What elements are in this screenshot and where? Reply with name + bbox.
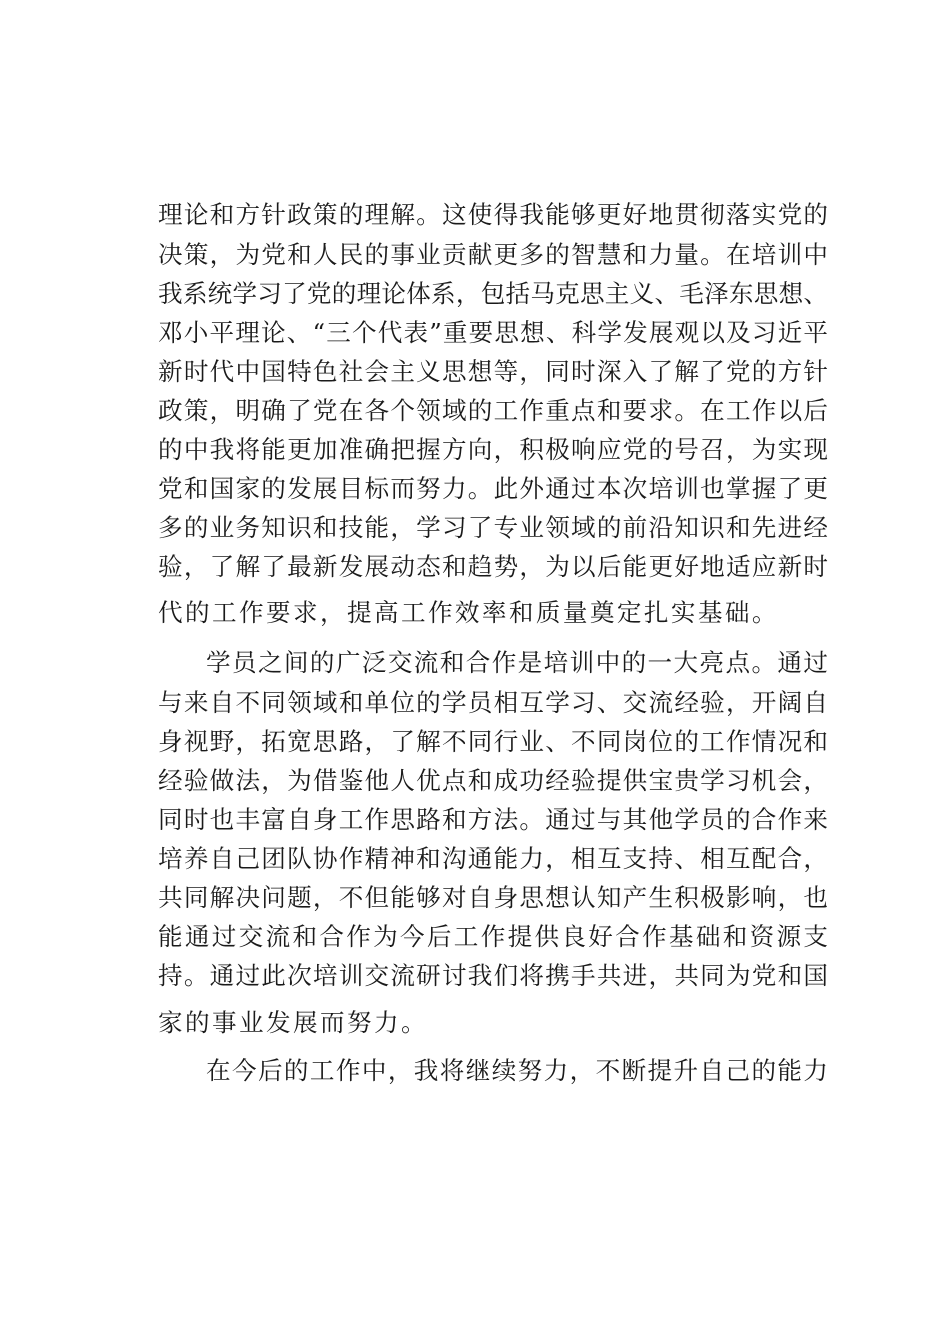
paragraph-1-line-7: 的中我将能更加准确把握方向，积极响应党的号召，为实现: [158, 435, 828, 464]
paragraph-1-line-2: 决策，为党和人民的事业贡献更多的智慧和力量。在培训中: [158, 240, 828, 269]
paragraph-1-line-3: 我系统学习了党的理论体系，包括马克思主义、毛泽东思想、: [158, 279, 828, 308]
paragraph-2-line-10: 家的事业发展而努力。: [158, 1008, 428, 1037]
paragraph-1-line-8: 党和国家的发展目标而努力。此外通过本次培训也掌握了更: [158, 474, 828, 503]
paragraph-2-line-8: 能通过交流和合作为今后工作提供良好合作基础和资源支: [158, 922, 828, 951]
paragraph-2-line-2: 与来自不同领域和单位的学员相互学习、交流经验，开阔自: [158, 688, 828, 717]
paragraph-1-line-1: 理论和方针政策的理解。这使得我能够更好地贯彻落实党的: [158, 200, 828, 229]
paragraph-2-line-9: 持。通过此次培训交流研讨我们将携手共进，共同为党和国: [158, 961, 828, 990]
paragraph-2-line-1: 学员之间的广泛交流和合作是培训中的一大亮点。通过: [206, 648, 828, 677]
paragraph-1-line-9: 多的业务知识和技能，学习了专业领域的前沿知识和先进经: [158, 513, 828, 542]
paragraph-1-line-4: 邓小平理论、“三个代表”重要思想、科学发展观以及习近平: [158, 318, 828, 347]
paragraph-1-line-10: 验，了解了最新发展动态和趋势，为以后能更好地适应新时: [158, 552, 828, 581]
paragraph-3-line-1: 在今后的工作中，我将继续努力，不断提升自己的能力: [206, 1056, 828, 1085]
paragraph-2-line-6: 培养自己团队协作精神和沟通能力，相互支持、相互配合，: [158, 844, 828, 873]
paragraph-1-line-5: 新时代中国特色社会主义思想等，同时深入了解了党的方针: [158, 357, 828, 386]
paragraph-2-line-7: 共同解决问题，不但能够对自身思想认知产生积极影响，也: [158, 883, 828, 912]
paragraph-1-line-11: 代的工作要求，提高工作效率和质量奠定扎实基础。: [158, 598, 779, 627]
paragraph-1-line-6: 政策，明确了党在各个领域的工作重点和要求。在工作以后: [158, 396, 828, 425]
paragraph-2-line-3: 身视野，拓宽思路，了解不同行业、不同岗位的工作情况和: [158, 727, 828, 756]
paragraph-2-line-5: 同时也丰富自身工作思路和方法。通过与其他学员的合作来: [158, 805, 828, 834]
paragraph-2-line-4: 经验做法，为借鉴他人优点和成功经验提供宝贵学习机会，: [158, 766, 828, 795]
